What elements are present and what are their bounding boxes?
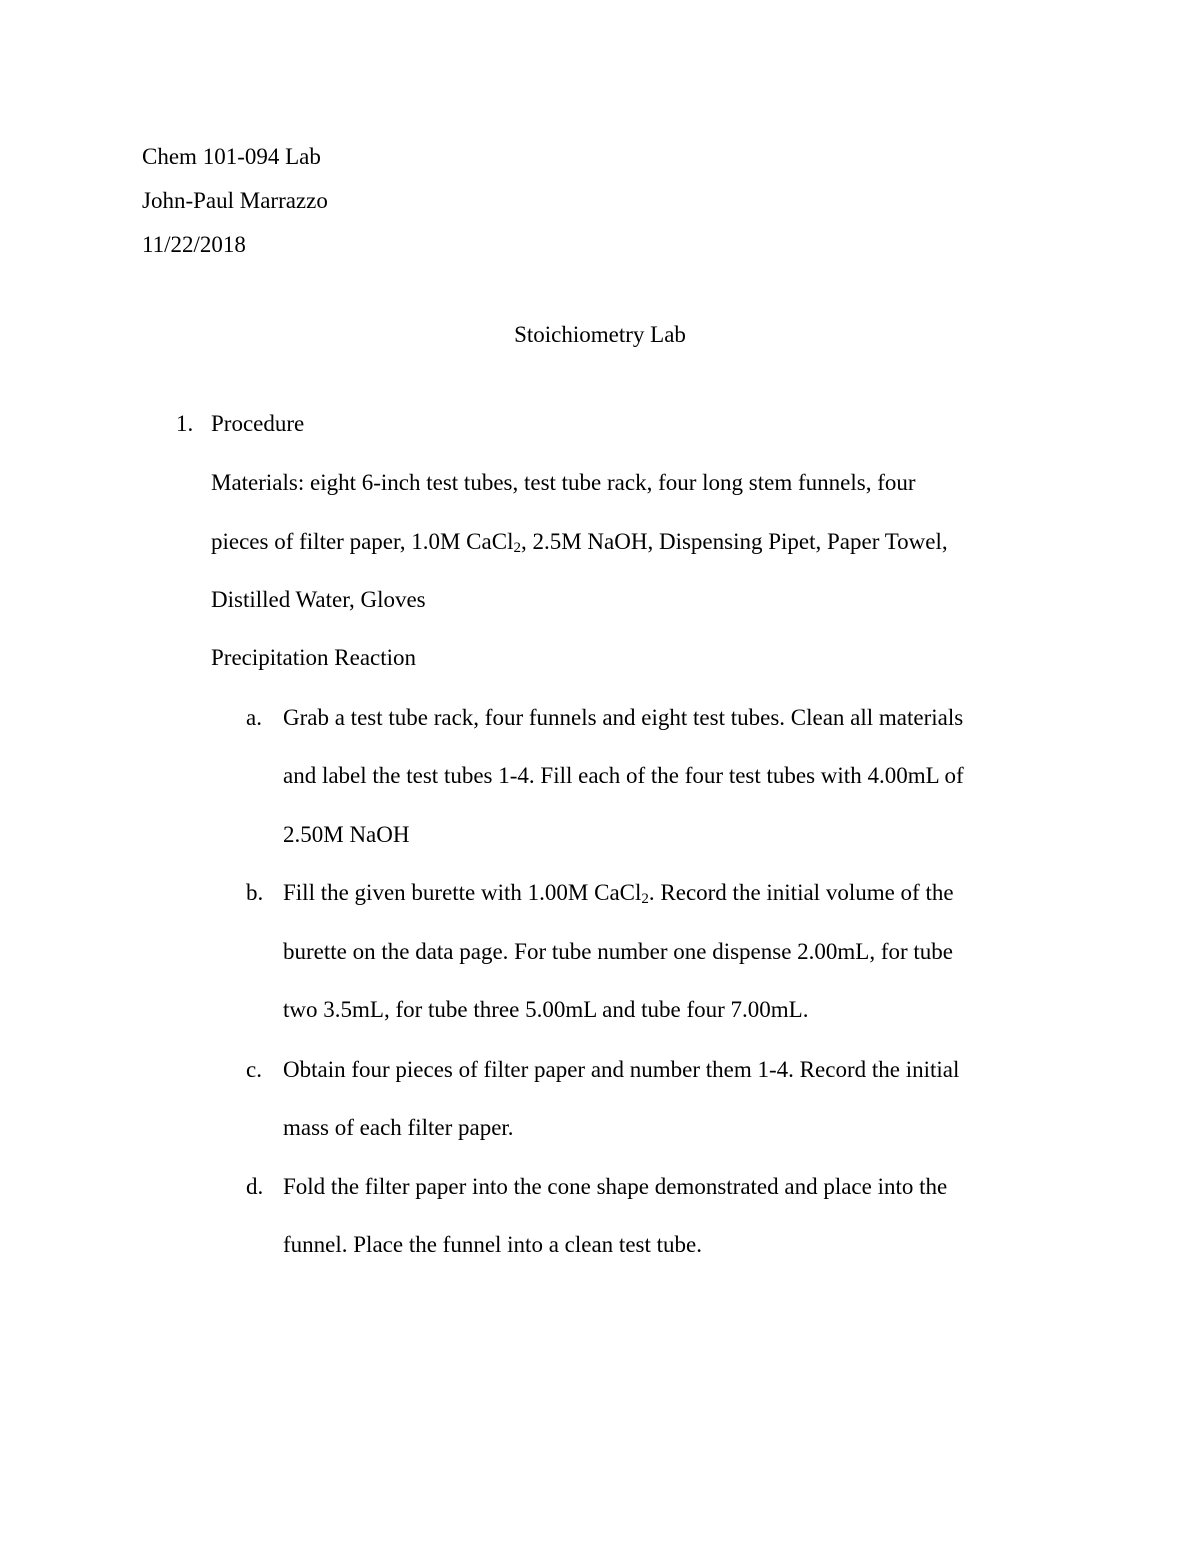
section-heading: Procedure: [211, 411, 305, 436]
step-b-line-2: burette on the data page. For tube number one dispense 2.00mL, for tube: [283, 939, 954, 964]
step-d-line-1: Fold the filter paper into the cone shape demonstrated and place into the: [283, 1174, 948, 1199]
step-d-marker: d.: [246, 1174, 264, 1199]
step-b-line-1-part-b: . Record the initial volume of the: [648, 880, 954, 905]
date-line: 11/22/2018: [142, 232, 246, 257]
materials-line-2-part-a: pieces of filter paper, 1.0M CaCl: [211, 529, 514, 554]
step-a-line-2: and label the test tubes 1-4. Fill each of the four test tubes with 4.00mL of: [283, 763, 964, 788]
step-a-marker: a.: [246, 705, 262, 730]
section-number: 1.: [176, 411, 194, 436]
step-c-line-2: mass of each filter paper.: [283, 1115, 514, 1140]
step-b-cacl2-subscript: 2: [641, 891, 649, 907]
materials-line-1: Materials: eight 6-inch test tubes, test tube rack, four long stem funnels, four: [211, 470, 916, 495]
step-d-line-2: funnel. Place the funnel into a clean test tube.: [283, 1232, 702, 1257]
cacl2-subscript: 2: [513, 540, 521, 556]
step-a-line-1: Grab a test tube rack, four funnels and eight test tubes. Clean all materials: [283, 705, 964, 730]
step-b-line-1: [283, 878, 954, 908]
subheading-precipitation: Precipitation Reaction: [211, 645, 417, 670]
step-b-line-3: two 3.5mL, for tube three 5.00mL and tube four 7.00mL.: [283, 997, 809, 1022]
step-c-line-1: Obtain four pieces of filter paper and number them 1-4. Record the initial: [283, 1057, 960, 1082]
document-title: Stoichiometry Lab: [514, 322, 686, 347]
step-c-marker: c.: [246, 1057, 262, 1082]
step-b-marker: b.: [246, 880, 264, 905]
materials-line-2-part-b: , 2.5M NaOH, Dispensing Pipet, Paper Towel,: [520, 529, 948, 554]
materials-line-3: Distilled Water, Gloves: [211, 587, 426, 612]
step-b-line-1-part-a: Fill the given burette with 1.00M CaCl: [283, 880, 642, 905]
materials-line-2: [211, 527, 948, 557]
step-a-line-3: 2.50M NaOH: [283, 822, 410, 847]
course-line: Chem 101-094 Lab: [142, 144, 321, 169]
author-line: John-Paul Marrazzo: [142, 188, 328, 213]
